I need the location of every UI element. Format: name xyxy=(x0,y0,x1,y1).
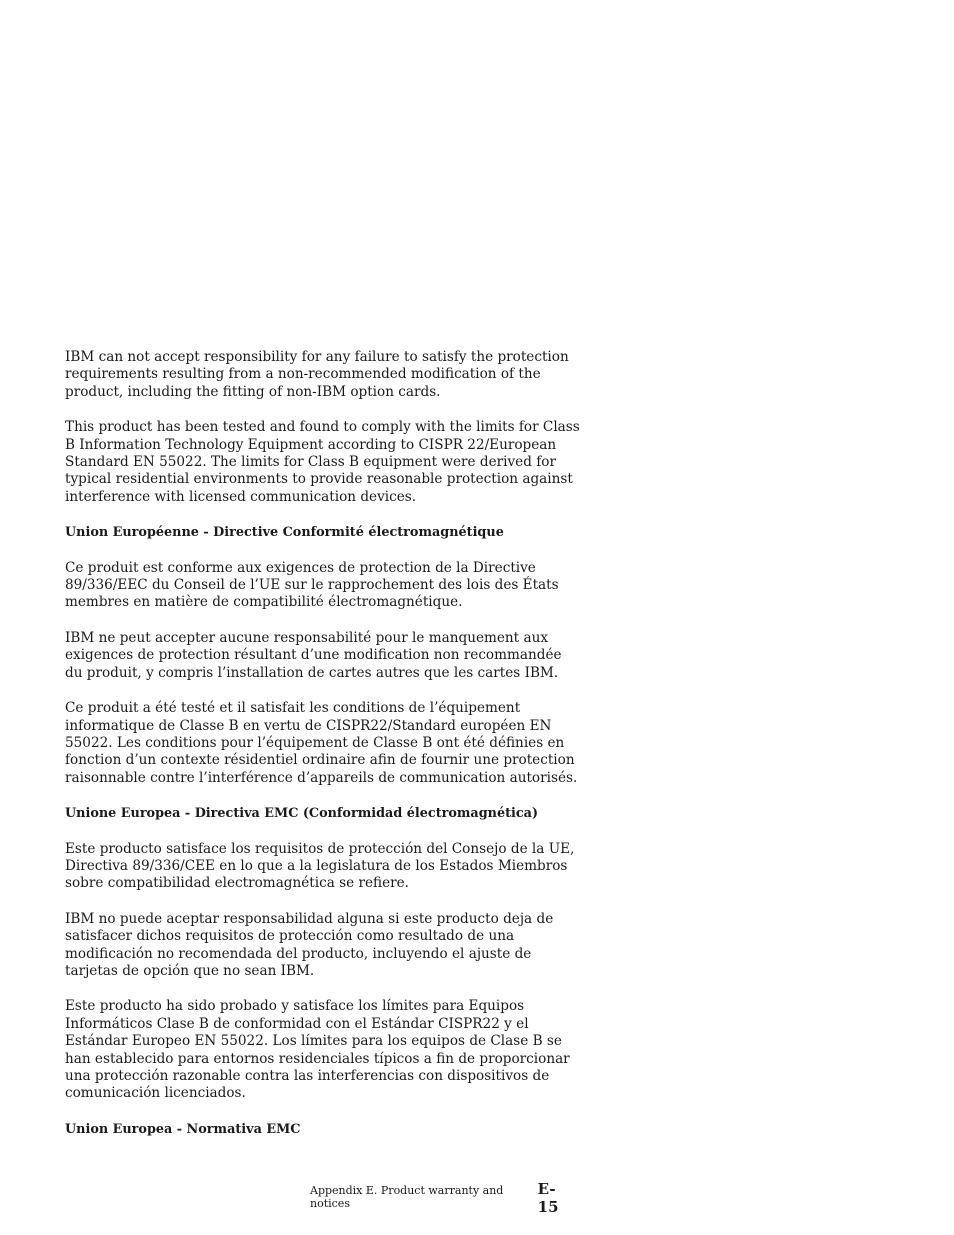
heading-unione-europea: Unione Europea - Directiva EMC (Conformidad électromagnética) xyxy=(65,806,539,822)
paragraph-class-b-compliance-fr: Ce produit a été testé et il satisfait les conditions de l’équipement informatique de Classe B en vertu de CISPR22/Standard européen EN 55022. Les conditions pour l’équipement de Classe B ont été définies en fonction d’un contexte résidentiel ordinaire afin de fournir une protection raisonnable contre l’interférence d’appareils de communication autorisés. xyxy=(65,700,578,786)
paragraph-ibm-responsibility-fr: IBM ne peut accepter aucune responsabilité pour le manquement aux exigences de protection résultant d’une modification non recommandée du produit, y compris l’installation de cartes autres que les cartes IBM. xyxy=(65,629,562,681)
page-footer xyxy=(310,1180,572,1216)
paragraph-ibm-responsibility-es: IBM no puede aceptar responsabilidad alguna si este producto deja de satisfacer dichos requisitos de protección como resultado de una modificación no recomendada del producto, incluyendo el ajuste de tarjetas de opción que no sean IBM. xyxy=(65,910,554,979)
page-number: E-15 xyxy=(537,1180,559,1216)
paragraph-class-b-compliance-en: This product has been tested and found to comply with the limits for Class B Information Technology Equipment according to CISPR 22/European Standard EN 55022. The limits for Class B equipment were derived for typical residential environments to provide reasonable protection against interference with licensed communication devices. xyxy=(65,419,580,505)
paragraph-directive-fr: Ce produit est conforme aux exigences de protection de la Directive 89/336/EEC du Conseil de l’UE sur le rapprochement des lois des États membres en matière de compatibilité électromagnétique. xyxy=(65,559,559,611)
paragraph-ibm-responsibility-en: IBM can not accept responsibility for any failure to satisfy the protection requirements resulting from a non-recommended modification of the product, including the fitting of non-IBM option cards. xyxy=(65,349,569,400)
page-content xyxy=(65,349,580,1156)
footer-section-title: Appendix E. Product warranty and notices xyxy=(310,1184,504,1210)
heading-union-europea-normativa: Union Europea - Normativa EMC xyxy=(65,1121,301,1137)
heading-union-europeenne: Union Européenne - Directive Conformité électromagnétique xyxy=(65,525,504,541)
paragraph-directive-es: Este producto satisface los requisitos de protección del Consejo de la UE, Directiva 89/336/CEE en lo que a la legislatura de los Estados Miembros sobre compatibilidad electromagnética se refiere. xyxy=(65,840,575,892)
paragraph-class-b-compliance-es: Este producto ha sido probado y satisface los límites para Equipos Informáticos Clase B de conformidad con el Estándar CISPR22 y el Estándar Europeo EN 55022. Los límites para los equipos de Clase B se han establecido para entornos residenciales típicos a fin de proporcionar una protección razonable contra las interferencias con dispositivos de comunicación licenciados. xyxy=(65,998,570,1102)
